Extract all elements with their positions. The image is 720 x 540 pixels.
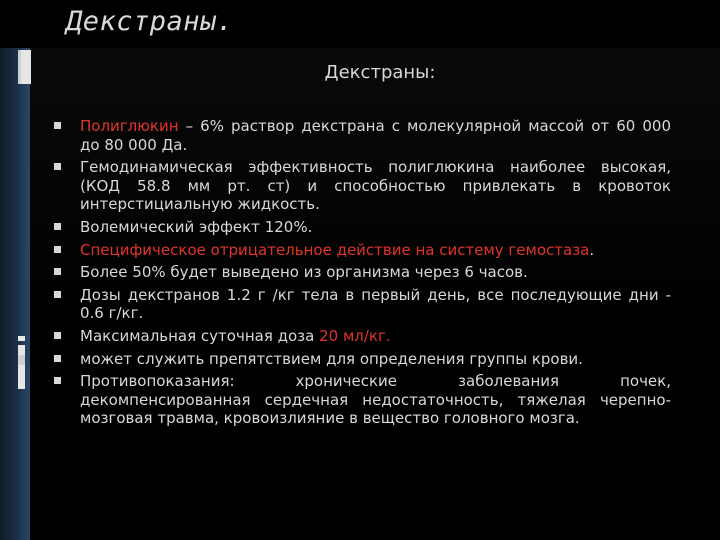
list-item: [54, 263, 671, 282]
bullet-square-icon: [54, 163, 61, 170]
list-item: [54, 158, 671, 214]
bullet-square-icon: [54, 291, 61, 298]
bullet-square-icon: [54, 268, 61, 275]
bullet-square-icon: [54, 246, 61, 253]
bullet-square-icon: [54, 355, 61, 362]
item-text: может служить препятствием для определения группы крови.: [80, 349, 583, 368]
slide-subtitle: Декстраны:: [324, 62, 436, 83]
highlight-text: Полиглюкин: [80, 117, 179, 135]
item-text: Гемодинамическая эффективность полиглюкина наиболее высокая, (КОД 58.8 мм рт. ст) и способностью привлекать в кровоток интерстициальную жидкость.: [80, 158, 671, 214]
item-text: Максимальная суточная доза: [80, 326, 320, 345]
highlight-text: 20 мл/кг.: [319, 326, 391, 345]
item-text: Более 50% будет выведено из организма через 6 часов.: [80, 263, 528, 282]
decorative-block-mid: [18, 345, 25, 389]
decorative-notch: [18, 355, 25, 365]
bullet-list: [54, 117, 671, 432]
bullet-square-icon: [54, 223, 61, 230]
slide-title: Декстраны.: [66, 6, 234, 37]
highlight-text: Специфическое отрицательное действие на систему гемостаза: [80, 240, 590, 259]
item-text: Волемический эффект 120%.: [80, 217, 313, 236]
list-item: [54, 286, 671, 323]
item-text: – 6% раствор декстрана с молекулярной массой от 60 000 до 80 000 Да.: [80, 117, 671, 154]
bullet-square-icon: [54, 377, 61, 384]
item-text-tail: .: [589, 240, 595, 259]
item-text: Дозы декстранов 1.2 г /кг тела в первый день, все последующие дни - 0.6 г/кг.: [80, 285, 671, 323]
list-item: [54, 117, 671, 154]
bullet-square-icon: [54, 122, 61, 129]
list-item: [54, 350, 671, 369]
bullet-square-icon: [54, 332, 61, 339]
list-item: [54, 327, 671, 346]
title-bar: [0, 0, 720, 48]
decorative-block-small: [18, 336, 25, 341]
list-item: [54, 218, 671, 237]
item-text: Противопоказания: хронические заболевания почек, декомпенсированная сердечная недостаточность, тяжелая черепно-мозговая травма, кровоизлияние в вещество головного мозга.: [80, 372, 671, 428]
list-item: [54, 372, 671, 428]
list-item: [54, 241, 671, 260]
